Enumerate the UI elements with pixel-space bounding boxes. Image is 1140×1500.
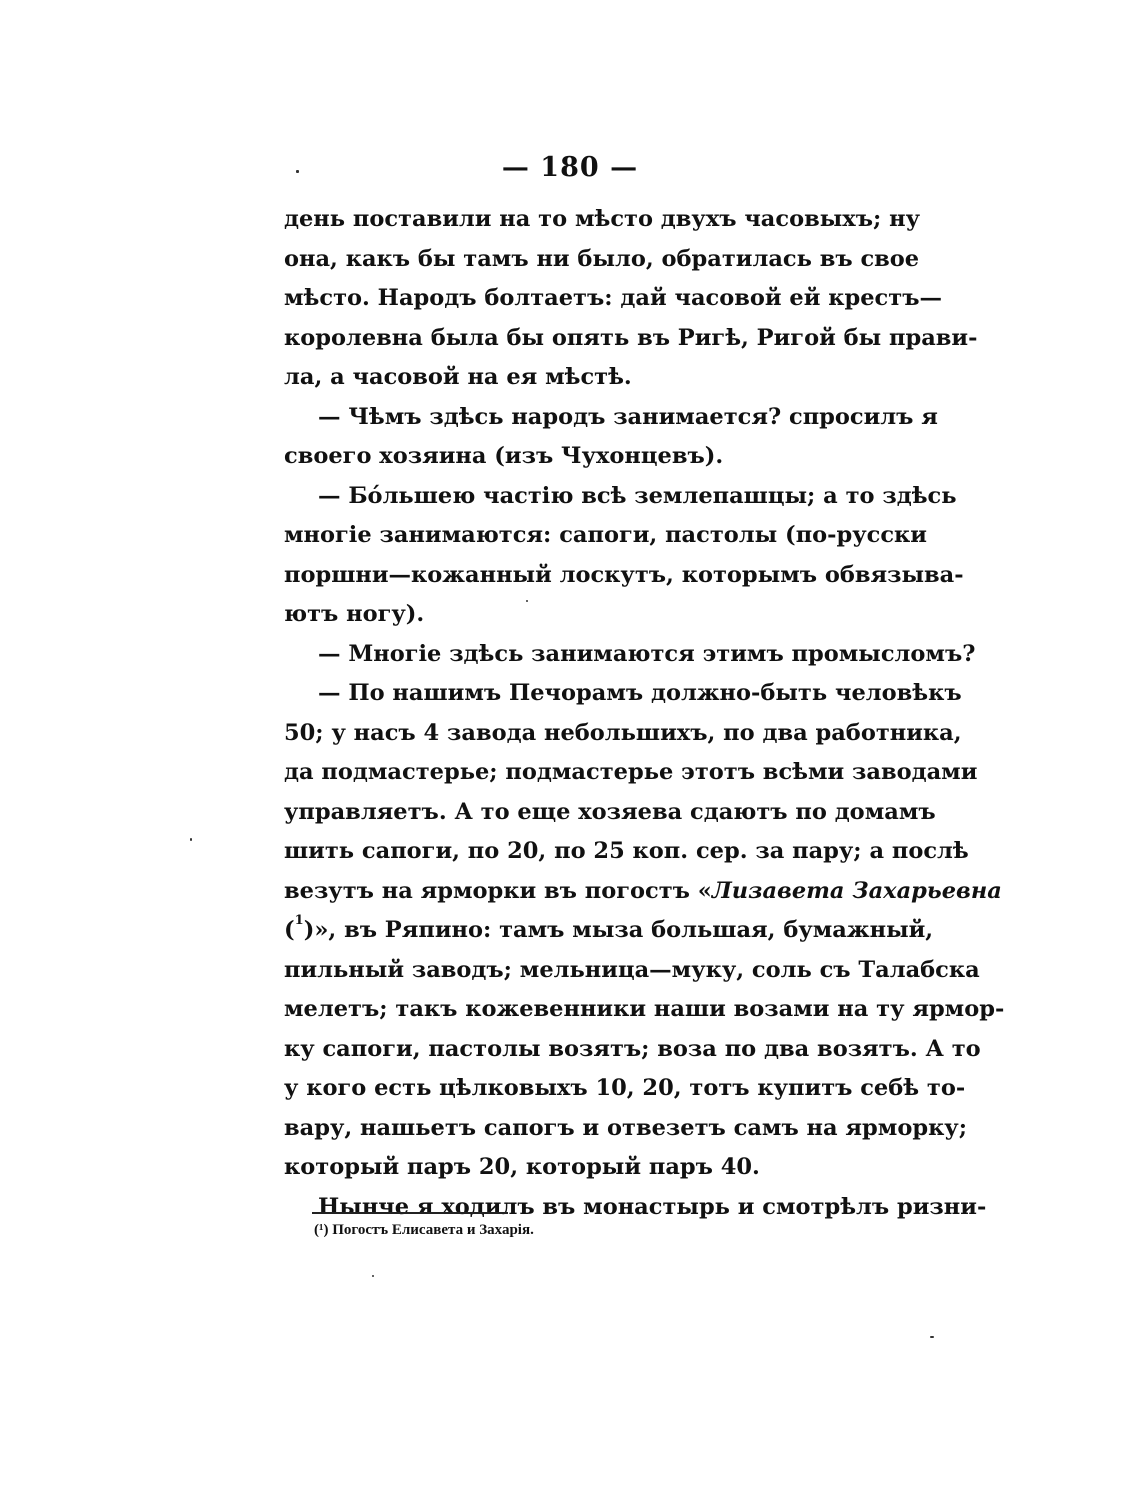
body-text (284, 200, 1005, 1227)
text-fragment: ( (284, 917, 295, 943)
text-fragment: )», въ Ряпино: тамъ мыза большая, бумажный, (303, 917, 934, 943)
scan-speck (190, 838, 192, 841)
text-line: 50; у насъ 4 завода небольшихъ, по два работника, (284, 719, 962, 746)
text-fragment: везутъ на ярморки въ погостъ « (284, 877, 712, 904)
text-line: управляетъ. А то еще хозяева сдаютъ по домамъ (284, 798, 936, 825)
text-line: у кого есть цѣлковыхъ 10, 20, тотъ купитъ себѣ то- (284, 1075, 966, 1101)
text-line: мелетъ; такъ кожевенники наши возами на ту ярмор- (284, 996, 1005, 1022)
scan-speck (372, 1275, 374, 1277)
scan-speck (526, 600, 528, 602)
text-line: — Многіе здѣсь занимаются этимъ промысломъ? (318, 640, 976, 667)
text-line: своего хозяина (изъ Чухонцевъ). (284, 443, 724, 469)
text-line: ютъ ногу). (284, 601, 425, 627)
footnote: (¹) Погостъ Елисавета и Захарія. (314, 1222, 534, 1238)
scan-speck (296, 170, 299, 173)
text-line: который паръ 20, который паръ 40. (284, 1154, 760, 1180)
text-line: королевна была бы опять въ Ригѣ, Ригой бы прави- (284, 324, 978, 351)
text-line: да подмастерье; подмастерье этотъ всѣми заводами (284, 759, 978, 785)
text-line: ла, а часовой на ея мѣстѣ. (284, 364, 632, 390)
footnote-divider (312, 1212, 508, 1214)
text-line: — По нашимъ Печорамъ должно-быть человѣкъ (318, 680, 962, 706)
text-line: пильный заводъ; мельница—муку, соль съ Талабска (284, 956, 980, 983)
text-line: мѣсто. Народъ болтаетъ: дай часовой ей крестъ— (284, 285, 942, 311)
text-line: день поставили на то мѣсто двухъ часовыхъ; ну (284, 206, 920, 232)
text-line: поршни—кожанный лоскутъ, которымъ обвязыва- (284, 561, 964, 588)
footnote-marker[interactable]: 1 (294, 913, 304, 928)
text-line (284, 872, 1002, 912)
text-line: ку сапоги, пастолы возятъ; воза по два возятъ. А то (284, 1035, 981, 1062)
text-line: шить сапоги, по 20, по 25 коп. сер. за пару; а послѣ (284, 838, 969, 864)
text-line (284, 911, 934, 951)
page-number: — 180 — (501, 152, 639, 183)
text-line: она, какъ бы тамъ ни было, обратилась въ свое (284, 245, 920, 272)
text-line: Нынче я ходилъ въ монастырь и смотрѣлъ ризни- (318, 1193, 987, 1220)
scan-speck (930, 1336, 934, 1338)
text-line: многіе занимаются: сапоги, пастолы (по-русски (284, 522, 927, 548)
text-line: — Бо́льшею частію всѣ землепашцы; а то здѣсь (318, 482, 957, 509)
text-line: вару, нашьетъ сапогъ и отвезетъ самъ на ярморку; (284, 1114, 968, 1141)
text-line: — Чѣмъ здѣсь народъ занимается? спросилъ я (318, 403, 938, 430)
italic-place-name: Лизавета Захарьевна (711, 877, 1002, 904)
